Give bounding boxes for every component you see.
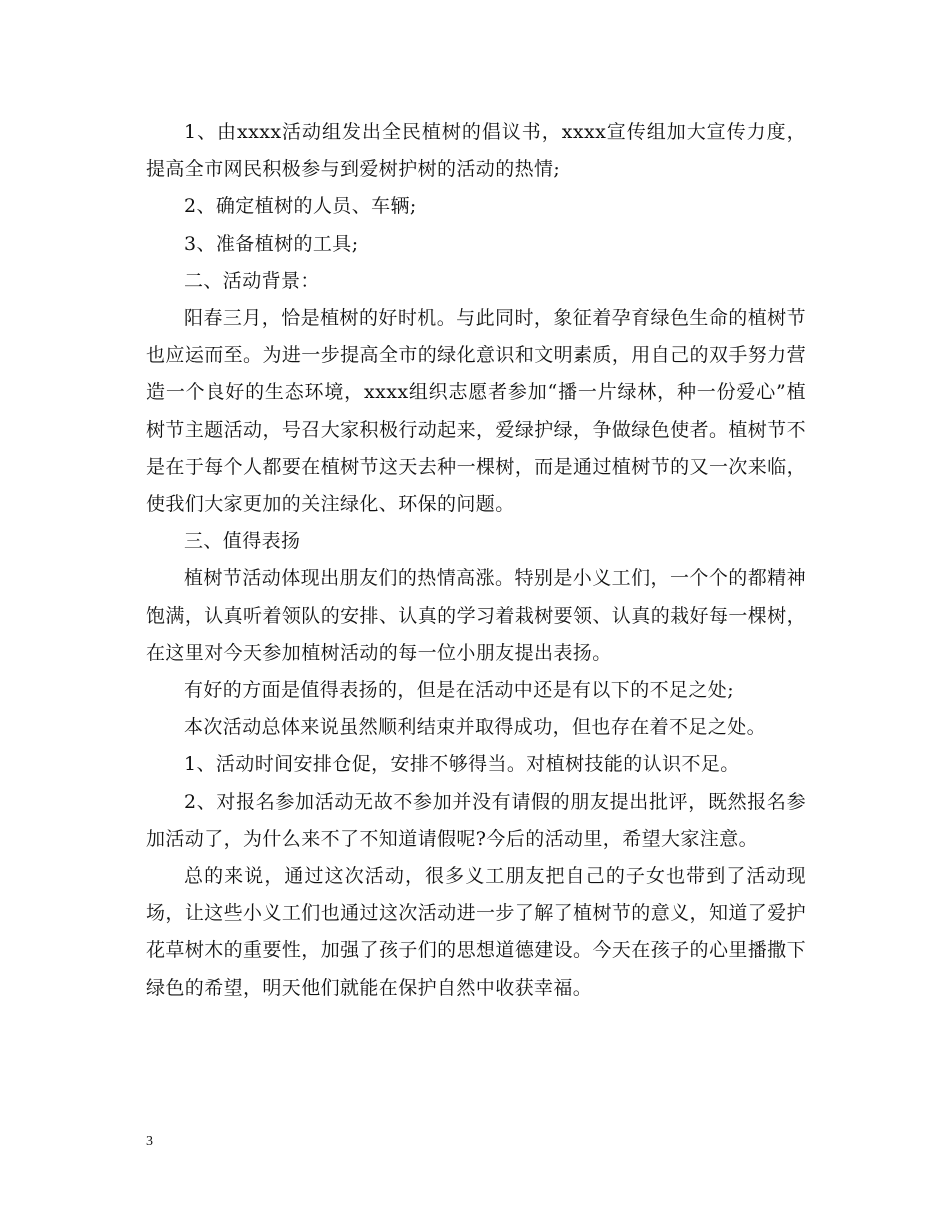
page-number: 3 xyxy=(146,1134,153,1149)
paragraph-background: 阳春三月，恰是植树的好时机。与此同时，象征着孕育绿色生命的植树节也应运而至。为进一步提高全市的绿化意识和文明素质，用自己的双手努力营造一个良好的生态环境，xxxx组织志愿者参加“播一片绿林，种一份爱心”植树节主题活动，号召大家积极行动起来，爱绿护绿，争做绿色使者。植树节不是在于每个人都要在植树节这天去种一棵树，而是通过植树节的又一次来临，使我们大家更加的关注绿化、环保的问题。 xyxy=(146,307,806,516)
paragraph-shortcomings-intro: 有好的方面是值得表扬的，但是在活动中还是有以下的不足之处; xyxy=(184,679,735,702)
paragraph-praise: 植树节活动体现出朋友们的热情高涨。特别是小义工们，一个个的都精神饱满，认真听着领队的安排、认真的学习着栽树要领、认真的栽好每一棵树，在这里对今天参加植树活动的每一位小朋友提出表扬。 xyxy=(146,567,806,664)
paragraph-prep-2: 2、确定植树的人员、车辆; xyxy=(184,195,417,218)
section-heading-background: 二、活动背景： xyxy=(184,269,320,292)
paragraph-summary-intro: 本次活动总体来说虽然顺利结束并取得成功，但也存在着不足之处。 xyxy=(184,716,767,739)
paragraph-shortcoming-2: 2、对报名参加活动无故不参加并没有请假的朋友提出批评，既然报名参加活动了，为什么来不了不知道请假呢?今后的活动里，希望大家注意。 xyxy=(146,790,806,850)
section-heading-praise: 三、值得表扬 xyxy=(184,530,301,553)
paragraph-shortcoming-1: 1、活动时间安排仓促，安排不够得当。对植树技能的认识不足。 xyxy=(184,753,740,776)
paragraph-prep-3: 3、准备植树的工具; xyxy=(184,232,359,255)
document-body xyxy=(146,114,806,1007)
paragraph-prep-1: 1、由xxxx活动组发出全民植树的倡议书，xxxx宣传组加大宣传力度，提高全市网民积极参与到爱树护树的活动的热情; xyxy=(146,121,806,181)
paragraph-conclusion: 总的来说，通过这次活动，很多义工朋友把自己的子女也带到了活动现场，让这些小义工们也通过这次活动进一步了解了植树节的意义，知道了爱护花草树木的重要性，加强了孩子们的思想道德建设。今天在孩子的心里播撒下绿色的希望，明天他们就能在保护自然中收获幸福。 xyxy=(146,865,806,999)
